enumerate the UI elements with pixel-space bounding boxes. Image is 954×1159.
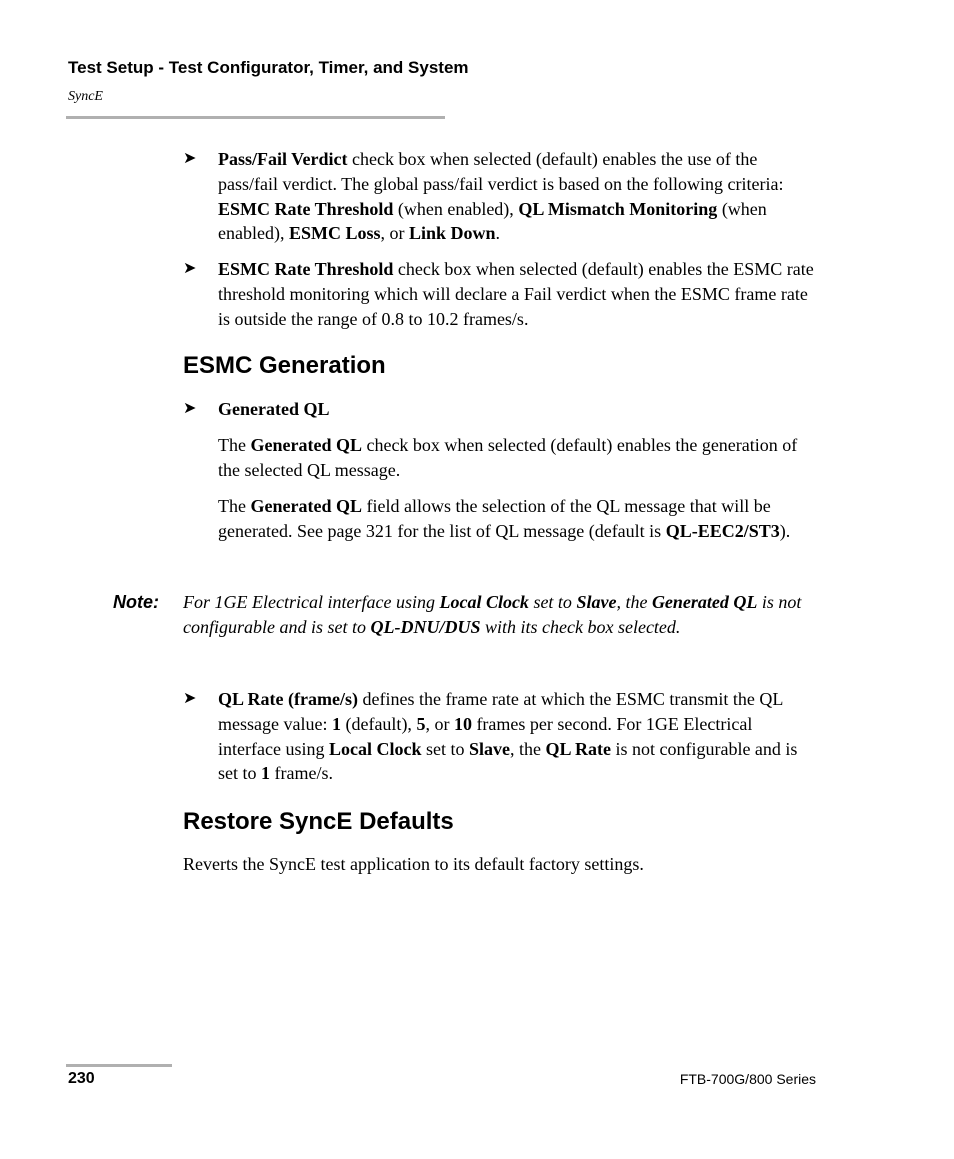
esmc-generation-heading: ESMC Generation [183, 352, 386, 379]
bullet-arrow-icon: ➤ [183, 260, 197, 277]
header-divider [66, 116, 445, 119]
note-text: For 1GE Electrical interface using Local Clock set to Slave, the Generated QL is not configurable and is set to QL-DNU/DUS with its check box selected. [183, 592, 802, 637]
generated-ql-checkbox-paragraph: The Generated QL check box when selected (default) enables the generation of the selected QL message. [218, 435, 798, 480]
page-number: 230 [68, 1070, 95, 1087]
bullet-arrow-icon: ➤ [183, 690, 197, 707]
generated-ql-label: Generated QL [218, 399, 330, 419]
running-header-subtitle: SyncE [68, 89, 103, 104]
running-header-title: Test Setup - Test Configurator, Timer, and System [68, 58, 469, 77]
bullet-arrow-icon: ➤ [183, 150, 197, 167]
ql-rate-paragraph: QL Rate (frame/s) defines the frame rate at which the ESMC transmit the QL message value: 1 (default), 5, or 10 frames per second. For 1GE Electrical interface using Local Clock set to Slave, the QL Rate is not configurable and is set to 1 frame/s. [218, 689, 798, 784]
generated-ql-field-paragraph: The Generated QL field allows the selection of the QL message that will be generated. See page 321 for the list of QL message (default is QL-EEC2/ST3). [218, 496, 791, 541]
product-series: FTB-700G/800 Series [679, 1071, 816, 1087]
restore-synce-defaults-heading: Restore SyncE Defaults [183, 808, 454, 835]
esmc-rate-threshold-paragraph: ESMC Rate Threshold check box when selected (default) enables the ESMC rate threshold monitoring which will declare a Fail verdict when the ESMC frame rate is outside the range of 0.8 to 10.2 frames/s. [218, 259, 814, 329]
bullet-arrow-icon: ➤ [183, 400, 197, 417]
restore-defaults-paragraph: Reverts the SyncE test application to its default factory settings. [183, 854, 644, 874]
footer-divider [66, 1064, 172, 1067]
pass-fail-verdict-paragraph: Pass/Fail Verdict check box when selected (default) enables the use of the pass/fail verdict. The global pass/fail verdict is based on the following criteria: ESMC Rate Threshold (when enabled), QL Mismatch Monitoring (when enabled), ESMC Loss, or Link Down. [218, 149, 784, 244]
note-label: Note: [113, 592, 159, 612]
